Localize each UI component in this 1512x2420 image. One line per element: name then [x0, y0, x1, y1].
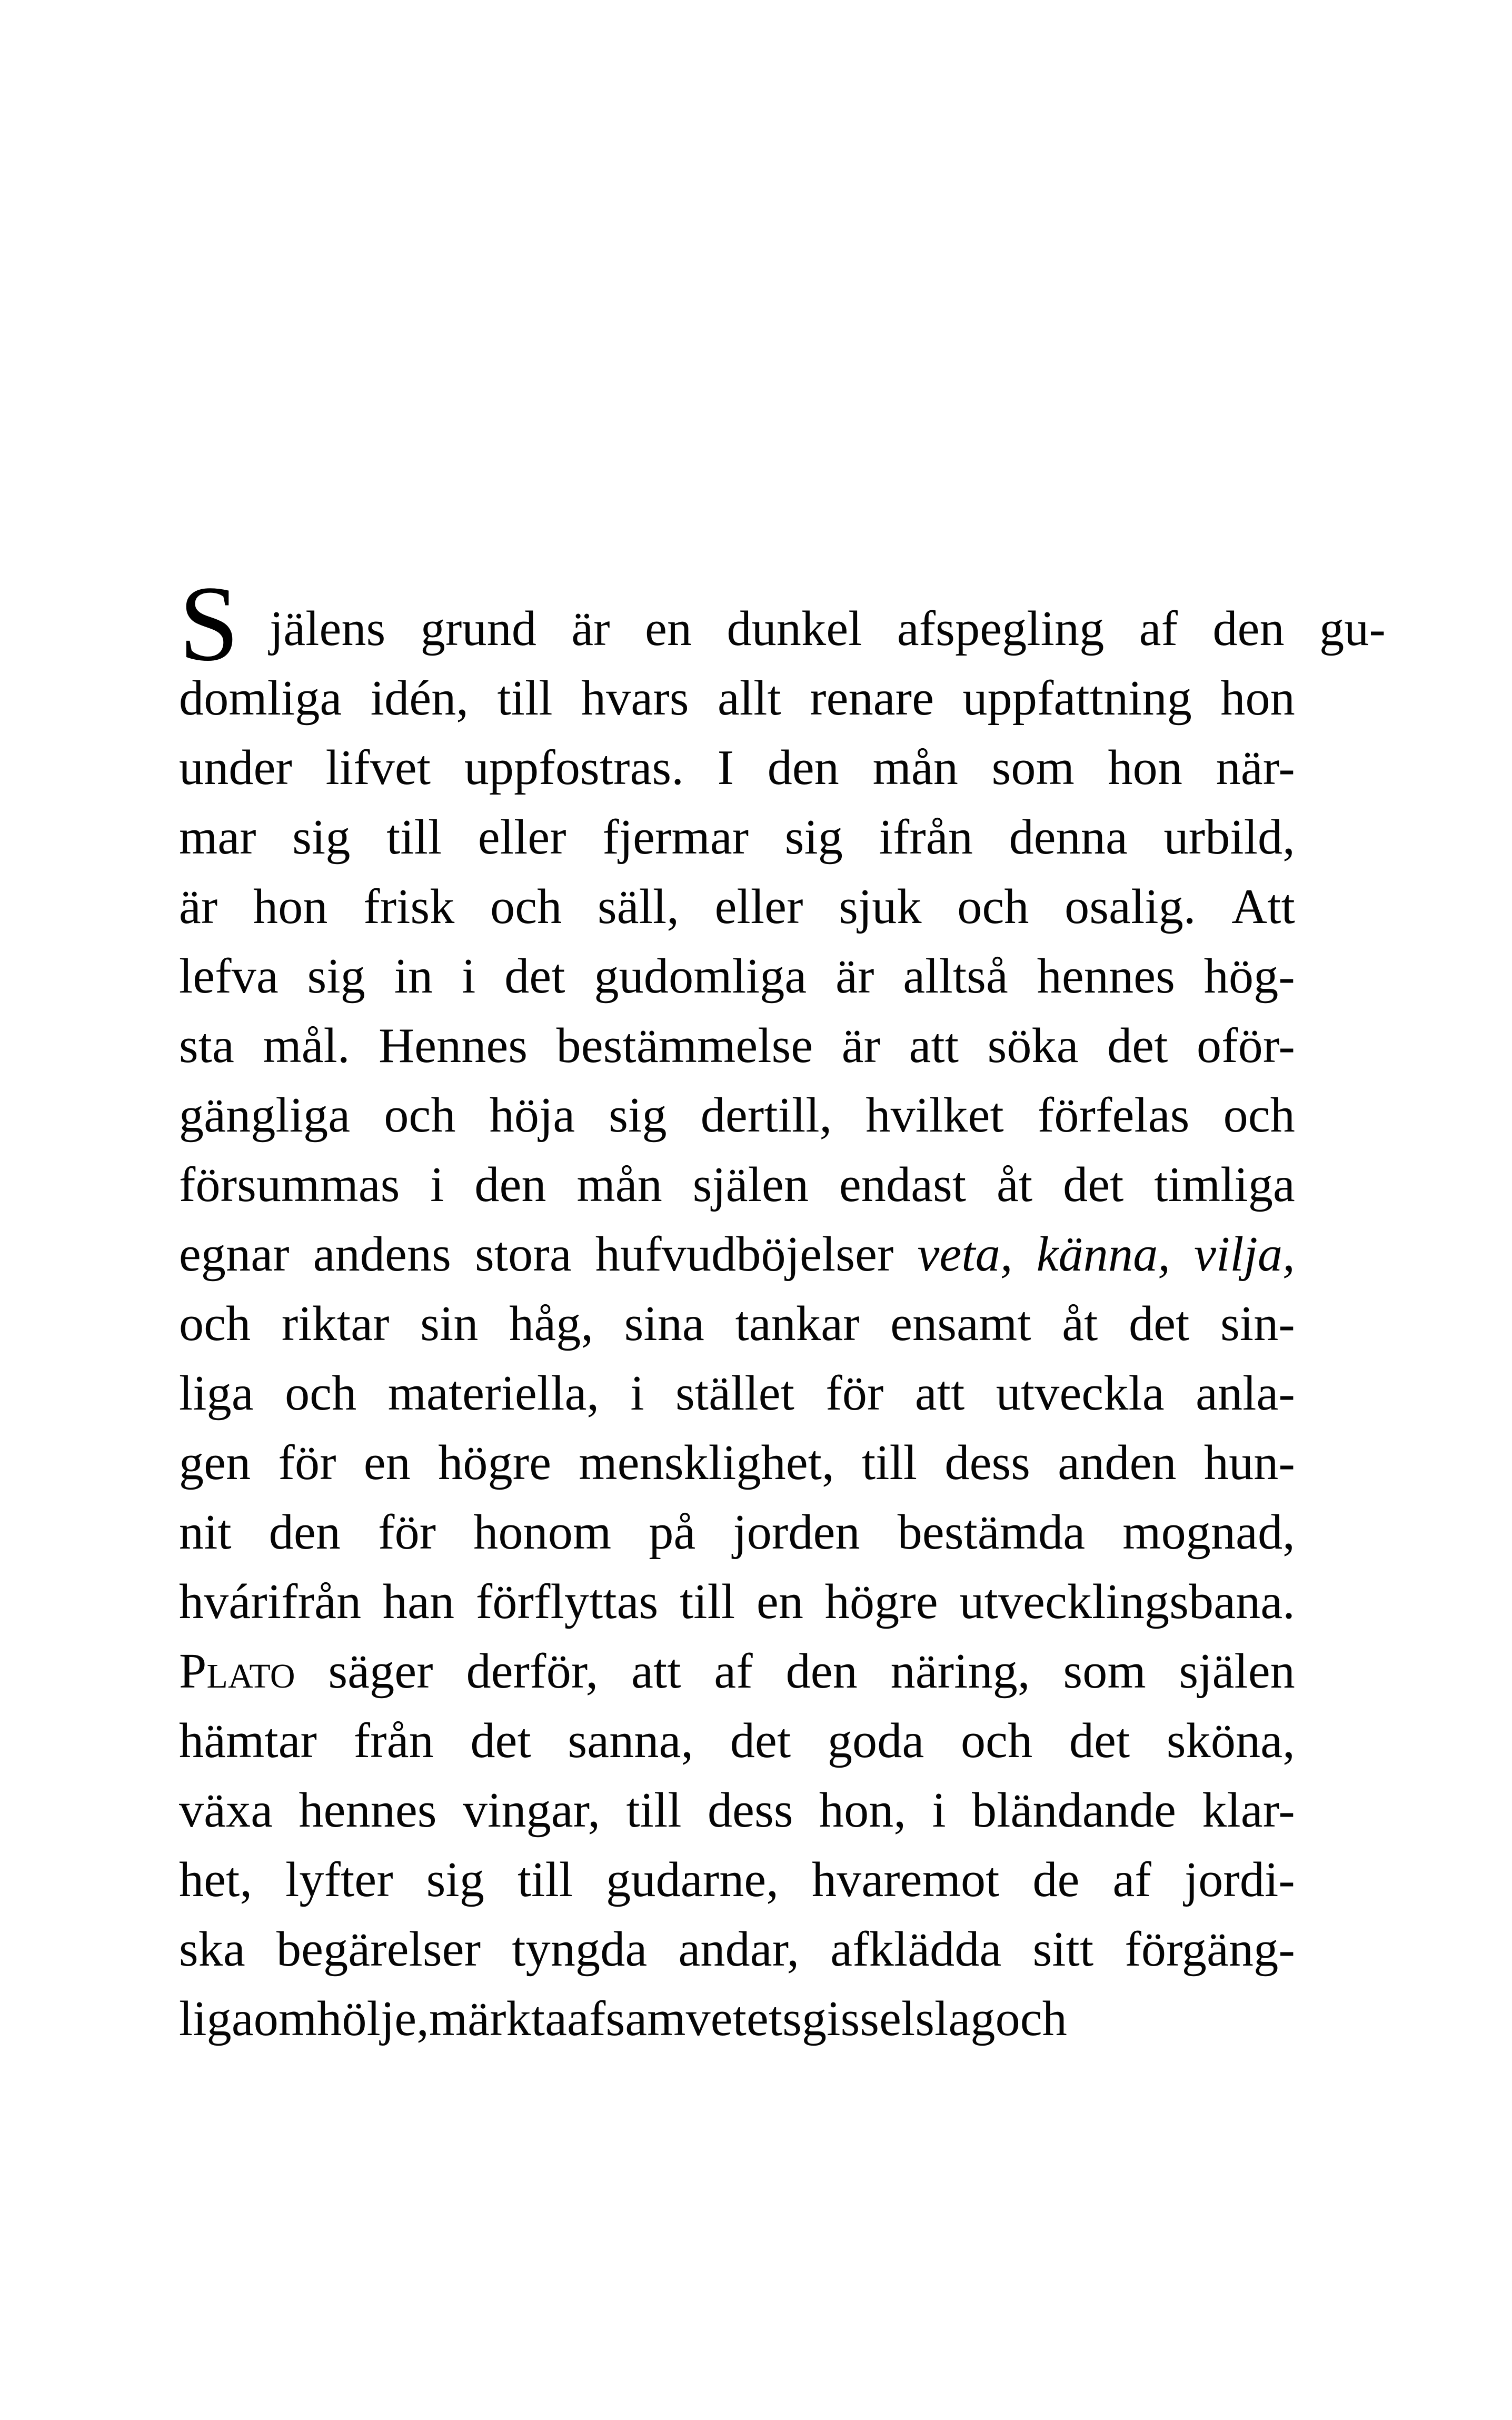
word: förflyttas: [475, 1574, 659, 1629]
word: gisselslag: [802, 1991, 996, 2046]
word: är: [571, 601, 610, 656]
word: de: [1032, 1852, 1080, 1907]
word: sin: [420, 1296, 479, 1351]
word: anden: [1058, 1435, 1177, 1490]
text-line: [179, 872, 1295, 941]
word: som: [1063, 1644, 1146, 1699]
word: och: [995, 1991, 1067, 2046]
word: bestämda: [897, 1505, 1086, 1560]
word: eller: [714, 879, 803, 934]
word: af: [567, 1991, 606, 2046]
word: sitt: [1032, 1922, 1094, 1977]
word: materiella,: [387, 1366, 600, 1421]
word: och: [1223, 1088, 1295, 1143]
word: oför-: [1196, 1018, 1295, 1073]
word: sig: [292, 810, 351, 865]
word: dunkel: [727, 601, 862, 656]
word: vingar,: [462, 1783, 601, 1838]
word: för: [278, 1435, 336, 1490]
word: endast: [839, 1157, 967, 1212]
word: afspegling: [897, 601, 1105, 656]
text-line: [179, 1984, 1295, 2054]
text-line-words: [179, 1080, 1295, 1150]
word: liga: [179, 1366, 254, 1421]
word: hennes: [299, 1783, 437, 1838]
word: urbild,: [1163, 810, 1295, 865]
word: till: [497, 671, 553, 726]
word: hvárifrån: [179, 1574, 362, 1629]
word: gen: [179, 1435, 251, 1490]
word: den: [1212, 601, 1285, 656]
word: mognad,: [1122, 1505, 1295, 1560]
word: det: [1107, 1018, 1168, 1073]
word: i: [932, 1783, 946, 1838]
word: gudarne,: [606, 1852, 779, 1907]
word: under: [179, 740, 293, 795]
text-line-words: [179, 663, 1295, 733]
text-line-words: [179, 872, 1295, 941]
text-line-words: [179, 594, 1386, 663]
word: gängliga: [179, 1088, 351, 1143]
word: hvaremot: [811, 1852, 1000, 1907]
word: en: [645, 601, 692, 656]
word: in: [394, 949, 433, 1004]
word: till: [861, 1435, 918, 1490]
word: utveckla: [996, 1366, 1165, 1421]
text-line: [179, 733, 1295, 802]
text-line-words: [179, 802, 1295, 872]
word: den: [767, 740, 840, 795]
text-line-words: [179, 1497, 1295, 1567]
word: bestämmelse: [556, 1018, 813, 1073]
word: det: [470, 1713, 531, 1768]
word: derför,: [466, 1644, 599, 1699]
word: det: [730, 1713, 791, 1768]
word: mål.: [263, 1018, 350, 1073]
word: lifvet: [325, 740, 431, 795]
word: timliga: [1154, 1157, 1295, 1212]
word: i: [430, 1157, 444, 1212]
word: hon: [1220, 671, 1295, 726]
word: allt: [717, 671, 781, 726]
word: ensamt: [890, 1296, 1031, 1351]
word: anla-: [1196, 1366, 1295, 1421]
word: jorden: [733, 1505, 860, 1560]
word: höja: [489, 1088, 575, 1143]
word: grund: [420, 601, 537, 656]
text-line-words: [179, 1706, 1295, 1776]
text-line: [179, 1219, 1295, 1289]
text-line-words: [179, 1289, 1295, 1358]
word: andar,: [678, 1922, 800, 1977]
word: hon,: [819, 1783, 907, 1838]
text-line-words: [179, 1011, 1295, 1080]
text-line-words: [179, 733, 1295, 802]
word: liga: [179, 1991, 254, 2046]
word: på: [649, 1505, 696, 1560]
text-line: [179, 594, 1386, 663]
word: lyfter: [285, 1852, 393, 1907]
word: ifrån: [879, 810, 973, 865]
word: tankar: [735, 1296, 860, 1351]
word: renare: [810, 671, 934, 726]
word: som: [991, 740, 1075, 795]
word: goda: [827, 1713, 924, 1768]
drop-cap-letter: S: [179, 564, 240, 683]
word: osalig.: [1065, 879, 1196, 934]
text-line: [179, 1011, 1295, 1080]
word: vilja,: [1194, 1227, 1295, 1282]
word: I: [717, 740, 734, 795]
word: mån: [872, 740, 959, 795]
word: och: [490, 879, 562, 934]
word: dess: [707, 1783, 793, 1838]
word: afklädda: [830, 1922, 1002, 1977]
word: att: [914, 1366, 965, 1421]
word: honom: [473, 1505, 612, 1560]
word: Att: [1231, 879, 1295, 934]
text-line-words: [179, 1637, 1295, 1706]
word: näring,: [890, 1644, 1030, 1699]
word: söka: [987, 1018, 1079, 1073]
text-line-words: [179, 1845, 1295, 1915]
word: sanna,: [568, 1713, 694, 1768]
word: jälens: [270, 601, 386, 656]
word: af: [714, 1644, 753, 1699]
word: och: [285, 1366, 357, 1421]
text-line-words: [179, 1984, 1295, 2054]
word: själen: [692, 1157, 809, 1212]
word: omhölje,: [253, 1991, 429, 2046]
text-line-words: [179, 1776, 1295, 1845]
word: uppfostras.: [464, 740, 684, 795]
word: bländande: [972, 1783, 1177, 1838]
word: är: [179, 879, 218, 934]
word: denna: [1009, 810, 1128, 865]
word: jordi-: [1184, 1852, 1295, 1907]
word: till: [680, 1574, 735, 1629]
word: till: [626, 1783, 682, 1838]
word: hvars: [581, 671, 689, 726]
word: förgäng-: [1125, 1922, 1295, 1977]
word: säll,: [598, 879, 680, 934]
word: hennes: [1037, 949, 1175, 1004]
word: mån: [576, 1157, 662, 1212]
word: högre: [438, 1435, 552, 1490]
word: är: [835, 949, 874, 1004]
word: säger: [328, 1644, 433, 1699]
word: uppfattning: [962, 671, 1192, 726]
word: sköna,: [1166, 1713, 1295, 1768]
word: sta: [179, 1018, 235, 1073]
word: lefva: [179, 949, 278, 1004]
word: sin-: [1220, 1296, 1295, 1351]
text-line: [179, 663, 1295, 733]
word: och: [179, 1296, 251, 1351]
word: hun-: [1203, 1435, 1295, 1490]
word: stora: [475, 1227, 572, 1282]
body-text-block: [179, 564, 1386, 2054]
word: han: [382, 1574, 455, 1629]
word: det: [504, 949, 565, 1004]
word: håg,: [509, 1296, 594, 1351]
word: försummas: [179, 1157, 400, 1212]
word: frisk: [363, 879, 455, 934]
word: åt: [1062, 1296, 1098, 1351]
word: nit: [179, 1505, 232, 1560]
text-line: [179, 1428, 1295, 1497]
text-line: [179, 802, 1295, 872]
word: hufvudböjelser: [595, 1227, 894, 1282]
word: det: [1063, 1157, 1124, 1212]
word: idén,: [370, 671, 469, 726]
word: växa: [179, 1783, 273, 1838]
word: sig: [307, 949, 365, 1004]
word: känna,: [1036, 1227, 1171, 1282]
text-line: [179, 1845, 1295, 1915]
text-line: [179, 1150, 1295, 1219]
text-line: [179, 941, 1295, 1011]
word: riktar: [281, 1296, 390, 1351]
text-line-words: [179, 1219, 1295, 1289]
text-line-words: [179, 941, 1295, 1011]
word: det: [1129, 1296, 1190, 1351]
text-line: [179, 1497, 1295, 1567]
word: när-: [1216, 740, 1295, 795]
text-line: [179, 1080, 1295, 1150]
word: märkta: [429, 1991, 568, 2046]
text-line: [179, 1637, 1295, 1706]
word: den: [474, 1157, 546, 1212]
word: samvetets: [605, 1991, 802, 2046]
text-line-words: [179, 1358, 1295, 1428]
word: tyngda: [512, 1922, 648, 1977]
word: förfelas: [1037, 1088, 1190, 1143]
word: för: [825, 1366, 884, 1421]
word: sig: [784, 810, 843, 865]
word: hämtar: [179, 1713, 317, 1768]
text-line-words: [179, 1567, 1295, 1637]
word: den: [785, 1644, 858, 1699]
word: hög-: [1203, 949, 1295, 1004]
text-line: [179, 1567, 1295, 1637]
word: utvecklingsbana.: [959, 1574, 1295, 1629]
text-line: [179, 1358, 1295, 1428]
word: klar-: [1202, 1783, 1295, 1838]
word: det: [1069, 1713, 1130, 1768]
text-line-words: [179, 1150, 1295, 1219]
word: hon: [1108, 740, 1183, 795]
word: och: [384, 1088, 456, 1143]
word: af: [1139, 601, 1178, 656]
word: för: [378, 1505, 436, 1560]
word: till: [386, 810, 442, 865]
word: i: [462, 949, 476, 1004]
word: het,: [179, 1852, 253, 1907]
word: mar: [179, 810, 256, 865]
word: gudomliga: [594, 949, 807, 1004]
text-line: [179, 1706, 1295, 1776]
word: sig: [426, 1852, 485, 1907]
word: att: [909, 1018, 959, 1073]
word: den: [268, 1505, 341, 1560]
word: af: [1112, 1852, 1151, 1907]
word: gu-: [1319, 601, 1386, 656]
word: till: [517, 1852, 573, 1907]
word: egnar: [179, 1227, 290, 1282]
word: hon: [253, 879, 328, 934]
word: själen: [1179, 1644, 1295, 1699]
word: åt: [997, 1157, 1033, 1212]
word: mensklighet,: [579, 1435, 834, 1490]
word: är: [841, 1018, 881, 1073]
word: och: [960, 1713, 1033, 1768]
word: sjuk: [839, 879, 922, 934]
word: från: [353, 1713, 434, 1768]
word: sig: [609, 1088, 667, 1143]
word: hvilket: [866, 1088, 1004, 1143]
word: dertill,: [700, 1088, 832, 1143]
word: andens: [313, 1227, 452, 1282]
text-line: [179, 1776, 1295, 1845]
word: ska: [179, 1922, 245, 1977]
word: stället: [675, 1366, 795, 1421]
word: domliga: [179, 671, 342, 726]
word: att: [631, 1644, 681, 1699]
word: en: [363, 1435, 411, 1490]
word: eller: [478, 810, 566, 865]
word: en: [757, 1574, 804, 1629]
word: alltså: [903, 949, 1008, 1004]
word: dess: [944, 1435, 1031, 1490]
word: begärelser: [276, 1922, 481, 1977]
word: och: [957, 879, 1029, 934]
text-line-words: [179, 1428, 1295, 1497]
word: högre: [824, 1574, 938, 1629]
word: sina: [624, 1296, 704, 1351]
word: Hennes: [379, 1018, 528, 1073]
text-line-words: [179, 1915, 1295, 1984]
word: veta,: [917, 1227, 1013, 1282]
word: Plato: [179, 1644, 295, 1699]
word: i: [630, 1366, 644, 1421]
text-line: [179, 1289, 1295, 1358]
word: fjermar: [602, 810, 749, 865]
text-line: [179, 1915, 1295, 1984]
